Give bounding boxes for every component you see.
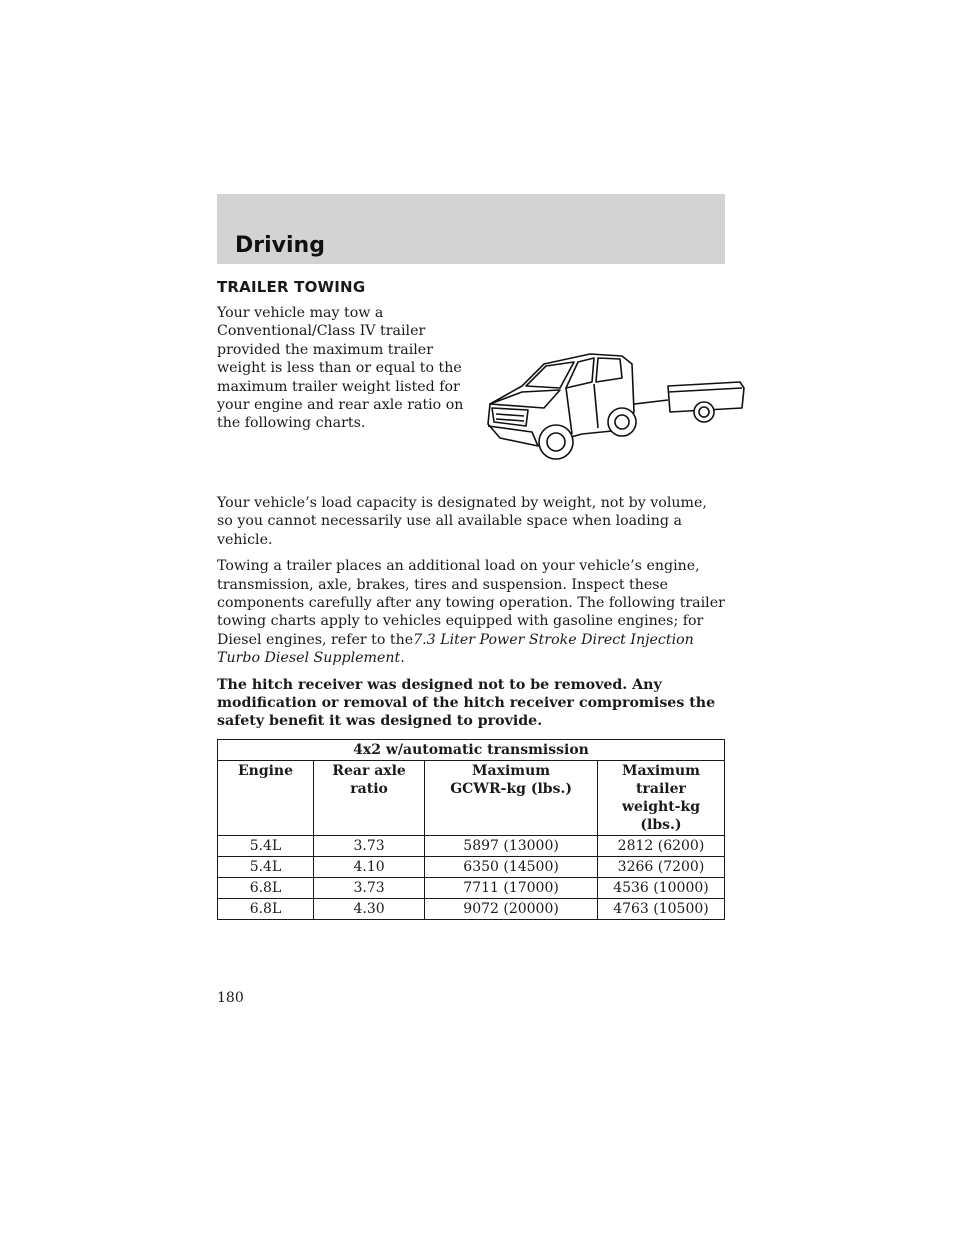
cell-axle-ratio: 4.10	[313, 856, 424, 877]
cell-gcwr: 7711 (17000)	[425, 877, 598, 898]
diesel-supplement-reference: 7.3 Liter Power Stroke Direct Injection Turbo Diesel Supplement	[217, 631, 694, 667]
table-caption: 4x2 w/automatic transmission	[218, 739, 725, 760]
cell-gcwr: 6350 (14500)	[425, 856, 598, 877]
page-content	[217, 278, 725, 920]
cell-gcwr: 9072 (20000)	[425, 898, 598, 919]
suv-towing-trailer-illustration	[482, 342, 747, 494]
towing-paragraph	[217, 557, 725, 667]
column-header-engine: Engine	[218, 760, 314, 835]
hitch-warning-paragraph: The hitch receiver was designed not to be removed. Any modification or removal of the hitch receiver compromises the safety benefit it was designed to provide.	[217, 676, 716, 730]
cell-trailer-weight: 2812 (6200)	[597, 835, 724, 856]
cell-gcwr: 5897 (13000)	[425, 835, 598, 856]
table-caption-row	[218, 739, 725, 760]
cell-trailer-weight: 3266 (7200)	[597, 856, 724, 877]
intro-block	[217, 304, 725, 494]
table-row	[218, 877, 725, 898]
cell-axle-ratio: 3.73	[313, 877, 424, 898]
cell-engine: 5.4L	[218, 835, 314, 856]
table-header-row	[218, 760, 725, 835]
towing-paragraph-end: .	[400, 650, 405, 667]
cell-engine: 6.8L	[218, 898, 314, 919]
page-number: 180	[217, 990, 244, 1006]
cell-trailer-weight: 4763 (10500)	[597, 898, 724, 919]
intro-paragraph: Your vehicle may tow a Conventional/Class IV trailer provided the maximum trailer weight is less than or equal to the maximum trailer weight listed for your engine and rear axle ratio on the following charts.	[217, 305, 464, 432]
cell-engine: 6.8L	[218, 877, 314, 898]
cell-trailer-weight: 4536 (10000)	[597, 877, 724, 898]
cell-axle-ratio: 4.30	[313, 898, 424, 919]
page-title: TRAILER TOWING	[217, 278, 366, 296]
column-header-axle-ratio: Rear axle ratio	[313, 760, 424, 835]
suv-rear-wheel	[608, 408, 636, 436]
load-capacity-paragraph: Your vehicle’s load capacity is designated by weight, not by volume, so you cannot necessarily use all available space when loading a vehicle.	[217, 495, 707, 548]
suv-front-wheel	[539, 425, 573, 459]
table-row	[218, 835, 725, 856]
towing-paragraph-lead: Towing a trailer places an additional load on your vehicle’s engine, transmission, axle, brakes, tires and suspension. Inspect these components carefully after any towing operation. The following trailer towing charts apply to vehicles equipped with gasoline engines; for Diesel engines, refer to the	[217, 558, 725, 648]
hitch-bar	[634, 400, 668, 404]
table-row	[218, 898, 725, 919]
section-header-band	[217, 194, 725, 264]
cell-engine: 5.4L	[218, 856, 314, 877]
trailer-wheel	[694, 402, 714, 422]
column-header-gcwr: Maximum GCWR-kg (lbs.)	[425, 760, 598, 835]
column-header-trailer-weight: Maximum trailer weight-kg (lbs.)	[597, 760, 724, 835]
towing-chart-table	[217, 739, 725, 920]
table-row	[218, 856, 725, 877]
cell-axle-ratio: 3.73	[313, 835, 424, 856]
section-title: Driving	[235, 233, 325, 258]
